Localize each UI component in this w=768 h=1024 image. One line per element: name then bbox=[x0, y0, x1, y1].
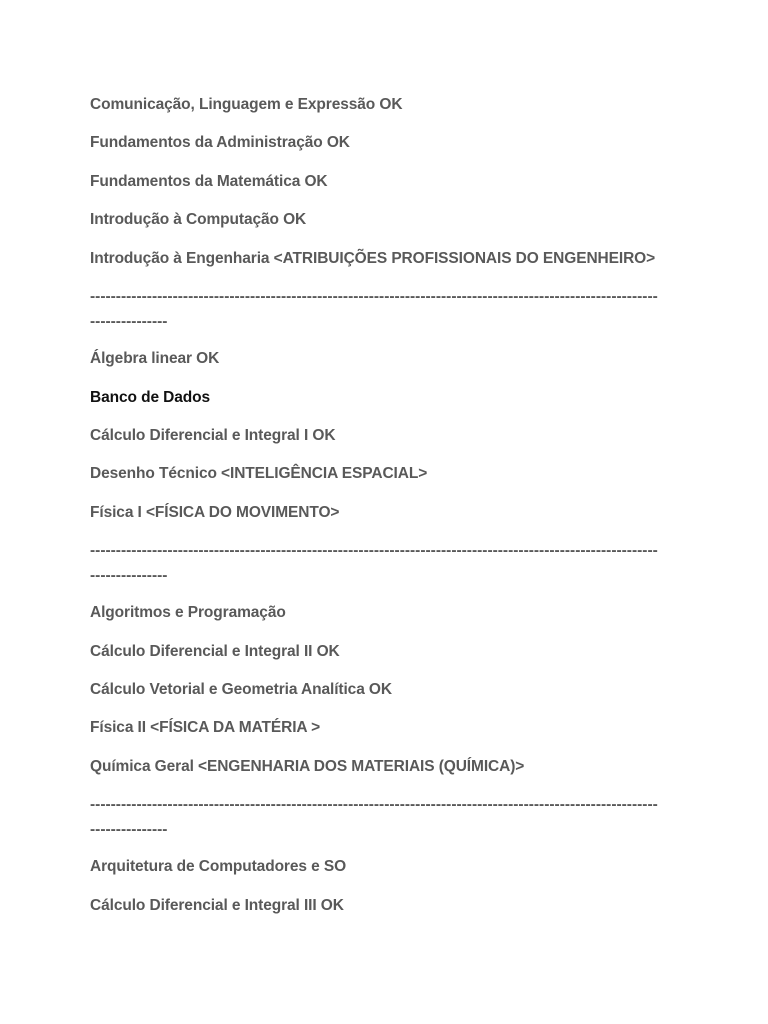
course-item: Física II <FÍSICA DA MATÉRIA > bbox=[90, 719, 321, 737]
section-3 bbox=[90, 601, 678, 842]
course-item: Álgebra linear OK bbox=[90, 350, 220, 368]
separator bbox=[90, 285, 678, 334]
course-item: Fundamentos da Administração OK bbox=[90, 134, 350, 152]
section-2 bbox=[90, 347, 678, 588]
course-item: Comunicação, Linguagem e Expressão OK bbox=[90, 96, 403, 113]
separator-line: -------------------------------------------------------------------------------------------------------------- bbox=[90, 542, 658, 560]
course-item: Arquitetura de Computadores e SO bbox=[90, 858, 347, 876]
course-item: Cálculo Diferencial e Integral II OK bbox=[90, 642, 340, 660]
separator-line: --------------- bbox=[90, 820, 168, 838]
course-item: Cálculo Vetorial e Geometria Analítica OK bbox=[90, 681, 392, 699]
section-1 bbox=[90, 93, 678, 334]
course-item-highlighted: Banco de Dados bbox=[90, 388, 211, 406]
separator bbox=[90, 539, 678, 588]
course-item: Química Geral <ENGENHARIA DOS MATERIAIS (QUÍMICA)> bbox=[90, 757, 525, 775]
section-4 bbox=[90, 855, 678, 932]
course-item: Introdução à Engenharia <ATRIBUIÇÕES PROFISSIONAIS DO ENGENHEIRO> bbox=[90, 249, 656, 267]
separator-line: --------------- bbox=[90, 312, 168, 330]
separator bbox=[90, 793, 678, 842]
course-item: Cálculo Diferencial e Integral I OK bbox=[90, 426, 336, 444]
separator-line: -------------------------------------------------------------------------------------------------------------- bbox=[90, 287, 658, 305]
separator-line: --------------- bbox=[90, 566, 168, 584]
course-item: Física I <FÍSICA DO MOVIMENTO> bbox=[90, 503, 340, 521]
course-item: Fundamentos da Matemática OK bbox=[90, 172, 328, 190]
separator-line: -------------------------------------------------------------------------------------------------------------- bbox=[90, 796, 658, 814]
course-item: Desenho Técnico <INTELIGÊNCIA ESPACIAL> bbox=[90, 465, 428, 483]
document-page bbox=[90, 93, 678, 932]
course-item: Algoritmos e Programação bbox=[90, 604, 286, 622]
course-item: Introdução à Computação OK bbox=[90, 211, 307, 229]
course-item: Cálculo Diferencial e Integral III OK bbox=[90, 896, 344, 914]
